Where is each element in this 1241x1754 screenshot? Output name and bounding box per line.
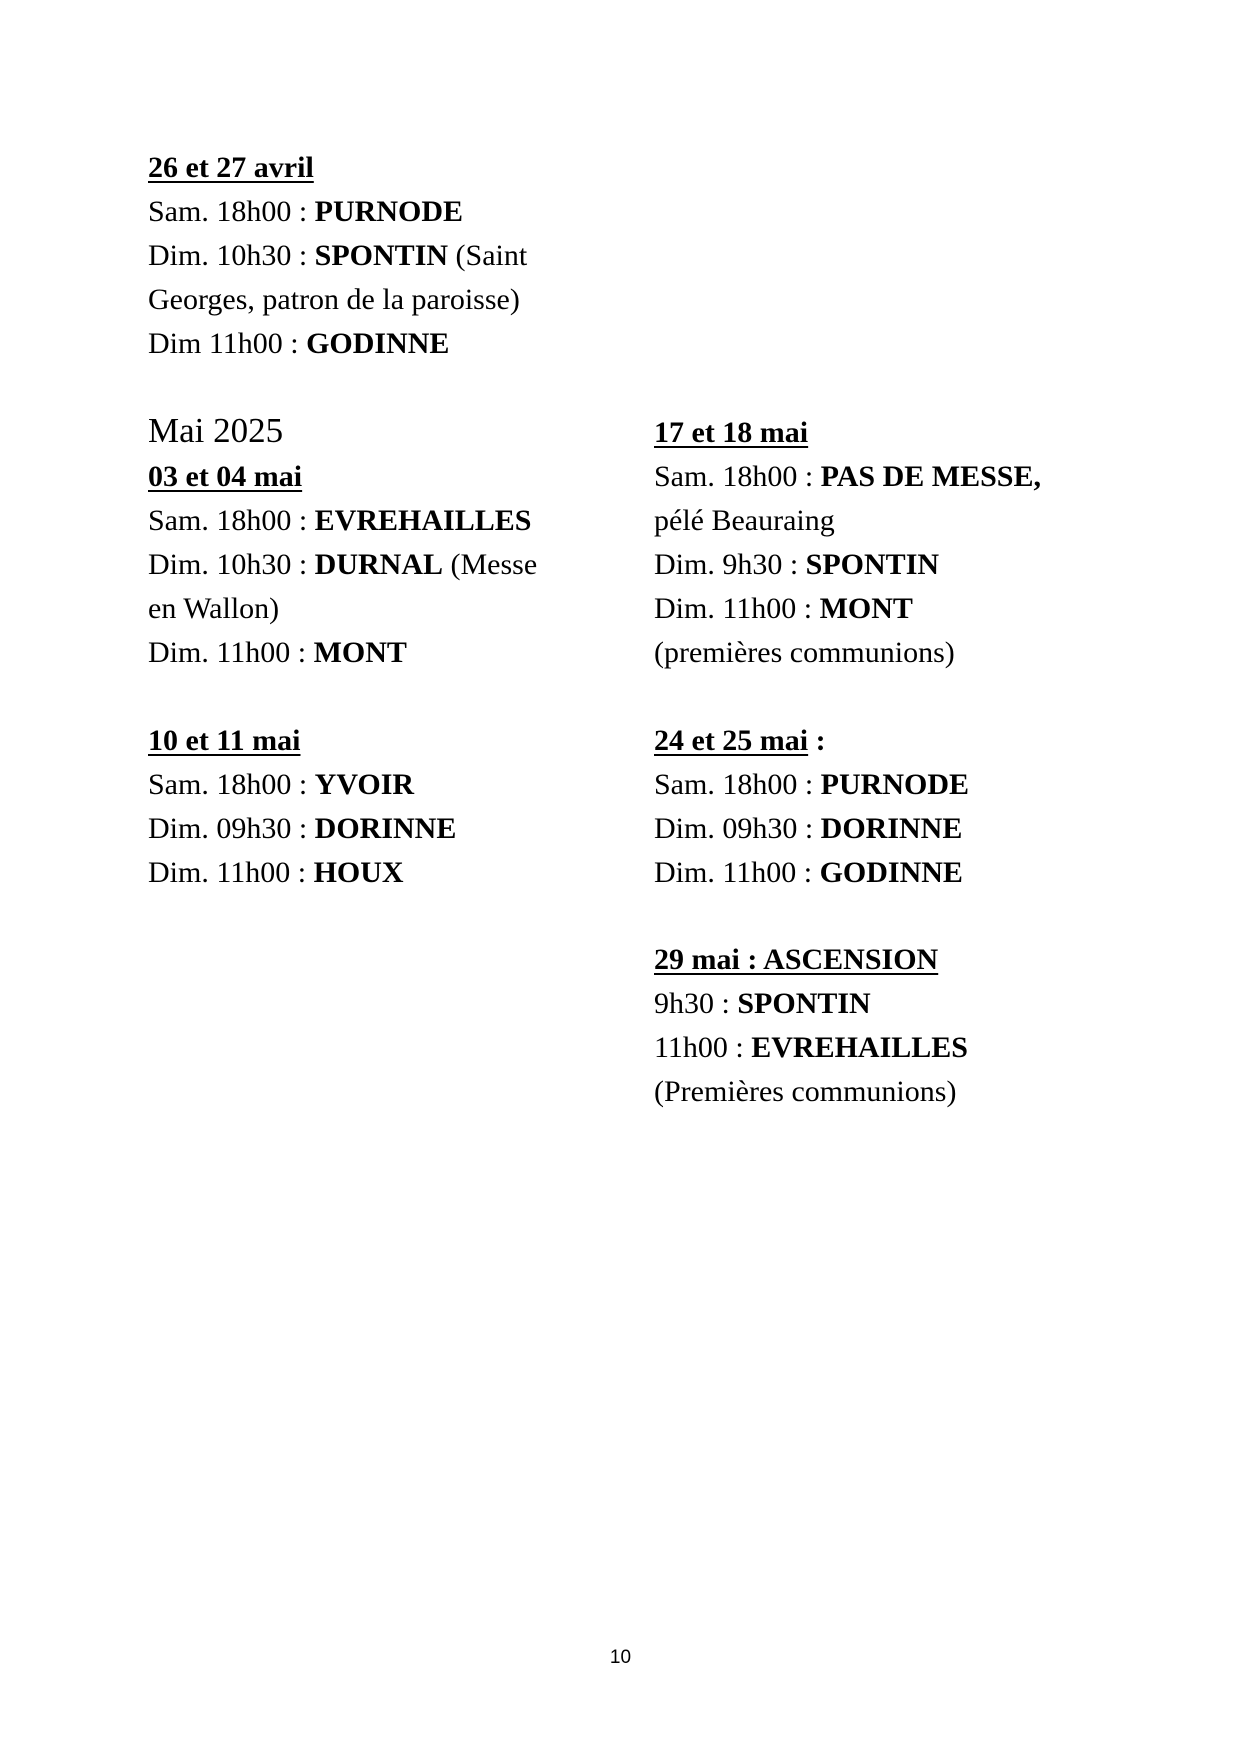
schedule-line: (Premières communions)	[654, 1075, 957, 1108]
schedule-line: Dim. 10h30 : DURNAL (Messe	[148, 548, 538, 581]
schedule-line: Sam. 18h00 : YVOIR	[148, 768, 415, 801]
section-may-10-11	[148, 719, 628, 895]
section-may-17-18	[654, 411, 1134, 675]
section-april-26-27	[148, 146, 628, 366]
schedule-line: Dim. 11h00 : HOUX	[148, 856, 404, 889]
section-heading: 03 et 04 mai	[148, 460, 303, 493]
section-heading: 26 et 27 avril	[148, 151, 314, 184]
schedule-line: Dim. 09h30 : DORINNE	[654, 812, 963, 845]
schedule-line: en Wallon)	[148, 592, 280, 625]
schedule-line: Dim. 9h30 : SPONTIN	[654, 548, 940, 581]
schedule-line: Dim. 11h00 : MONT	[148, 636, 407, 669]
heading-colon: :	[808, 724, 826, 757]
section-heading: 29 mai : ASCENSION	[654, 943, 939, 976]
page-number: 10	[609, 1647, 632, 1668]
section-heading: 17 et 18 mai	[654, 416, 809, 449]
section-may-24-25	[654, 719, 1134, 895]
section-heading: 24 et 25 mai	[654, 724, 809, 757]
schedule-line: Dim. 11h00 : MONT	[654, 592, 913, 625]
schedule-line: Dim. 09h30 : DORINNE	[148, 812, 457, 845]
section-heading: 10 et 11 mai	[148, 724, 301, 757]
month-title: Mai 2025	[148, 411, 284, 450]
schedule-line: Dim 11h00 : GODINNE	[148, 327, 450, 360]
schedule-line: (premières communions)	[654, 636, 955, 669]
schedule-line: 9h30 : SPONTIN	[654, 987, 871, 1020]
schedule-line: pélé Beauraing	[654, 504, 835, 537]
schedule-line: Georges, patron de la paroisse)	[148, 283, 520, 316]
schedule-line: Sam. 18h00 : PAS DE MESSE,	[654, 460, 1041, 493]
section-may-3-4	[148, 407, 628, 675]
schedule-line: Sam. 18h00 : EVREHAILLES	[148, 504, 532, 537]
schedule-line: Dim. 11h00 : GODINNE	[654, 856, 963, 889]
schedule-line: Sam. 18h00 : PURNODE	[148, 195, 464, 228]
schedule-line: 11h00 : EVREHAILLES	[654, 1031, 968, 1064]
section-may-29-ascension	[654, 938, 1134, 1114]
schedule-line: Dim. 10h30 : SPONTIN (Saint	[148, 239, 528, 272]
schedule-line: Sam. 18h00 : PURNODE	[654, 768, 970, 801]
